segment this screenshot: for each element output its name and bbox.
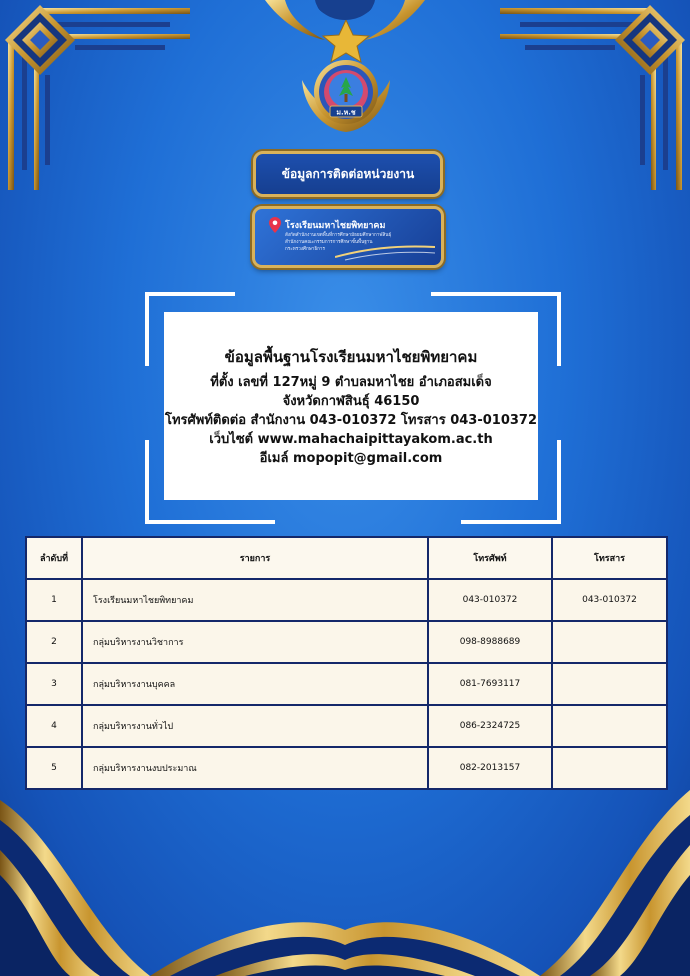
table-row [26, 663, 667, 705]
cell-no: 5 [26, 747, 82, 789]
column-header-phone: โทรศัพท์ [428, 537, 552, 579]
table-header-row [26, 537, 667, 579]
cell-no: 3 [26, 663, 82, 705]
badge-affiliation-line-1: สังกัดสำนักงานเขตพื้นที่การศึกษามัธยมศึกษากาฬสินธุ์ [285, 233, 392, 238]
cell-phone: 098-8988689 [428, 621, 552, 663]
badge-swoosh-decoration [335, 239, 435, 261]
cell-fax [552, 705, 667, 747]
cell-phone: 082-2013157 [428, 747, 552, 789]
badge-school-name: โรงเรียนมหาไชยพิทยาคม [285, 221, 386, 231]
cell-fax [552, 621, 667, 663]
cell-name: โรงเรียนมหาไชยพิทยาคม [82, 579, 428, 621]
corner-ornament-top-right [490, 0, 690, 200]
cell-fax [552, 663, 667, 705]
table-row [26, 705, 667, 747]
school-emblem-logo [296, 20, 396, 135]
corner-ornament-top-left [0, 0, 200, 200]
cell-no: 2 [26, 621, 82, 663]
bottom-wave-ornament [0, 780, 690, 976]
cell-no: 4 [26, 705, 82, 747]
badge-affiliation-line-2: สำนักงานคณะกรรมการการศึกษาขั้นพื้นฐาน [285, 240, 373, 245]
emblem-label: ม.ห.ช [336, 108, 356, 117]
info-heading: ข้อมูลพื้นฐานโรงเรียนมหาไชยพิทยาคม [224, 347, 478, 366]
info-address-line-2: จังหวัดกาฬสินธุ์ 46150 [282, 393, 420, 409]
cell-phone: 081-7693117 [428, 663, 552, 705]
column-header-item: รายการ [82, 537, 428, 579]
cell-phone: 086-2324725 [428, 705, 552, 747]
cell-no: 1 [26, 579, 82, 621]
cell-name: กลุ่มบริหารงานวิชาการ [82, 621, 428, 663]
cell-name: กลุ่มบริหารงานงบประมาณ [82, 747, 428, 789]
table-row [26, 621, 667, 663]
info-email: อีเมล์ mopopit@gmail.com [259, 450, 443, 466]
info-address-line-1: ที่ตั้ง เลขที่ 127หมู่ 9 ตำบลมหาไชย อำเภอสมเด็จ [210, 374, 492, 390]
table-row [26, 579, 667, 621]
info-website: เว็บไซต์ www.mahachaipittayakom.ac.th [209, 431, 493, 447]
badge-affiliation-line-3: กระทรวงศึกษาธิการ [285, 247, 325, 252]
cell-fax: 043-010372 [552, 579, 667, 621]
cell-name: กลุ่มบริหารงานทั่วไป [82, 705, 428, 747]
info-phone: โทรศัพท์ติดต่อ สำนักงาน 043-010372 โทรสาร 043-010372 [164, 412, 538, 428]
page-title: ข้อมูลการติดต่อหน่วยงาน [253, 151, 443, 197]
contacts-table [25, 536, 668, 790]
cell-phone: 043-010372 [428, 579, 552, 621]
school-info-box [164, 312, 538, 500]
column-header-fax: โทรสาร [552, 537, 667, 579]
school-badge [252, 206, 444, 268]
cell-name: กลุ่มบริหารงานบุคคล [82, 663, 428, 705]
location-pin-icon [269, 217, 281, 233]
column-header-no: ลำดับที่ [26, 537, 82, 579]
